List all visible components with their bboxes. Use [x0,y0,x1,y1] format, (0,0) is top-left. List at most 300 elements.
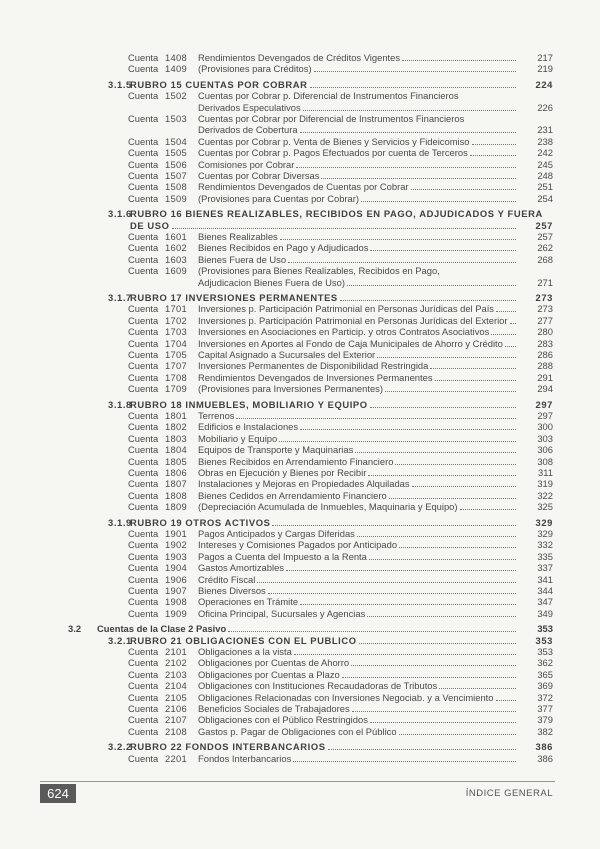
toc-line [0,181,600,193]
dot-leader [377,349,516,358]
running-title: ÍNDICE GENERAL [465,788,553,799]
dot-leader [228,623,516,632]
account-prefix: Cuenta [128,444,159,456]
entry-title-wrap [198,646,518,658]
dot-leader [411,181,516,190]
page-ref: 353 [537,646,553,657]
dot-leader [300,421,516,430]
dot-leader [496,303,516,312]
toc-line [0,326,600,338]
page-ref: 254 [537,192,553,204]
account-prefix: Cuenta [128,113,159,124]
page-ref: 344 [537,585,553,596]
entry-title: RUBRO 15 CUENTAS POR COBRAR [130,78,308,90]
toc-line [0,517,600,529]
entry-title: Crédito Fiscal [198,573,256,585]
toc-line [0,741,600,753]
page-ref: 268 [537,253,553,265]
account-code: 1409 [165,63,188,75]
account-prefix: Cuenta [128,242,159,254]
dot-leader [342,669,516,678]
entry-title: Pagos a Cuenta del Impuesto a la Renta [198,550,367,562]
dot-leader [321,170,516,179]
toc-line [0,315,600,327]
dot-leader [347,277,516,286]
account-prefix: Cuenta [128,303,159,315]
dot-leader [280,231,516,240]
entry-title: Mobiliario y Equipo [198,432,278,444]
entry-title: Capital Asignado a Sucursales del Exterior [198,349,376,360]
entry-title-wrap [198,726,518,738]
page-ref: 286 [537,349,553,360]
toc-line [0,220,600,232]
toc-line [0,383,600,395]
entry-title-wrap [198,383,518,395]
page-ref: 325 [537,501,553,513]
account-prefix: Cuenta [128,573,159,585]
dot-leader [472,136,517,145]
account-prefix: Cuenta [128,501,159,513]
toc-line [0,338,600,350]
entry-title: Cuentas por Cobrar p. Venta de Bienes y Servicios y Fideicomiso [198,135,470,147]
account-code: 1602 [165,242,188,254]
page-ref: 386 [537,752,553,764]
account-prefix: Cuenta [128,467,159,478]
page-ref: 245 [537,158,553,170]
dot-leader [300,124,516,133]
dot-leader [303,102,516,111]
account-code: 1702 [165,314,188,326]
toc-line [0,421,600,433]
account-code: 1806 [165,467,188,478]
account-code: 1509 [165,192,188,204]
entry-title: Inversiones Permanentes de Disponibilidad Restringida [198,360,429,372]
account-code: 1903 [165,550,188,562]
account-prefix: Cuenta [128,265,159,277]
page-ref: 303 [537,432,553,444]
account-prefix: Cuenta [128,90,159,102]
account-prefix: Cuenta [128,657,159,669]
account-prefix: Cuenta [128,135,159,147]
account-code: 1804 [165,444,188,456]
toc-line [0,646,600,658]
toc-line [0,63,600,75]
dot-leader [412,478,516,487]
dot-leader [357,528,516,537]
entry-title-wrap [198,349,518,361]
page-ref: 226 [537,101,553,113]
entry-title: Rendimientos Devengados de Inversiones Permanentes [198,371,433,383]
entry-title-wrap [198,372,518,384]
entry-title-wrap [198,124,518,136]
entry-title: Derivados de Cobertura [198,124,298,136]
entry-title: (Provisiones para Cuentas por Cobrar) [198,192,360,204]
toc-line [0,147,600,159]
toc-line [0,478,600,490]
account-prefix: Cuenta [128,607,159,619]
entry-title: RUBRO 18 INMUEBLES, MOBILIARIO Y EQUIPO [130,398,368,410]
dot-leader [351,657,516,666]
entry-title-wrap [198,231,518,243]
entry-title-wrap [130,208,543,220]
dot-leader [399,726,516,735]
dot-leader [389,490,516,499]
entry-title-wrap [130,399,518,411]
entry-title-wrap [130,741,518,753]
page-ref: 262 [537,242,553,254]
dot-leader [395,456,516,465]
page-ref: 311 [538,467,553,478]
toc-line [0,574,600,586]
toc-line [0,254,600,266]
dot-leader [460,501,516,510]
entry-title: Gastos p. Pagar de Obligaciones con el Público [198,725,397,737]
section-number: 3.2.2 [108,741,132,753]
page-ref: 319 [537,478,553,490]
page-ref: 283 [537,337,553,349]
toc-line [0,242,600,254]
entry-title-wrap [198,680,518,692]
page-ref: 280 [537,326,553,338]
dot-leader [293,753,516,762]
page-ref: 335 [537,550,553,562]
entry-title: Obligaciones por Cuentas de Ahorro [198,657,350,669]
page-ref: 369 [537,680,553,692]
entry-title-wrap [198,315,518,327]
account-prefix: Cuenta [128,383,159,395]
entry-title: (Depreciación Acumulada de Inmuebles, Maquinaria y Equipo) [198,501,458,513]
account-code: 2104 [165,680,188,692]
dot-leader [369,551,516,560]
entry-title: Bienes Recibidos en Arrendamiento Financiero [198,455,394,467]
toc-line [0,193,600,205]
dot-leader [370,242,516,251]
toc-line [0,501,600,513]
toc-line [0,79,600,91]
dot-leader [172,220,516,229]
entry-title: Fondos Interbancarios [198,752,292,764]
toc-line [0,703,600,715]
toc-line [0,669,600,681]
dot-leader [296,159,516,168]
account-code: 1408 [165,52,188,63]
account-code: 1907 [165,585,188,596]
toc-line [0,208,600,220]
account-code: 1704 [165,337,188,349]
toc-line [0,265,600,277]
entry-title-wrap [198,52,518,64]
page-ref: 337 [537,562,553,574]
entry-title: (Provisiones para Bienes Realizables, Recibidos en Pago, [198,265,440,277]
dot-leader [470,147,516,156]
page-ref: 242 [537,147,553,159]
account-prefix: Cuenta [128,231,159,242]
entry-title: RUBRO 17 INVERSIONES PERMANENTES [130,292,338,303]
account-prefix: Cuenta [128,410,159,421]
entry-title: DE USO [130,219,170,231]
dot-leader [300,596,516,605]
page-ref: 294 [537,383,553,395]
entry-title-wrap [97,623,518,635]
page-ref: 365 [537,668,553,680]
toc-line [0,585,600,597]
account-code: 1609 [165,265,188,277]
toc-line [0,539,600,551]
entry-title-wrap [198,277,518,289]
entry-title: Obligaciones con Instituciones Recaudadoras de Tributos [198,680,438,692]
section-number: 3.2.1 [108,634,132,646]
dot-leader [279,433,516,442]
account-code: 1505 [165,147,188,159]
toc-line [0,551,600,563]
entry-title-wrap [198,360,518,372]
toc-line [0,113,600,125]
toc-line [0,528,600,540]
toc-line [0,608,600,620]
section-number: 3.1.6 [108,208,132,220]
dot-leader [268,585,516,594]
entry-title-wrap [198,254,518,266]
entry-title: RUBRO 22 FONDOS INTERBANCARIOS [130,741,326,753]
account-code: 1703 [165,326,188,338]
account-code: 1701 [165,303,188,315]
account-code: 2106 [165,703,188,714]
entry-title: Intereses y Comisiones Pagados por Anticipado [198,539,398,551]
page-ref: 231 [537,124,553,136]
section-number: 3.1.8 [108,398,132,410]
entry-title: Cuentas por Cobrar p. Diferencial de Instrumentos Financieros [198,90,459,102]
entry-title-wrap [198,490,518,502]
page-ref: 386 [535,741,553,753]
entry-title: Instalaciones y Mejoras en Propiedades Alquiladas [198,478,410,490]
entry-title-wrap [130,635,518,647]
toc-line [0,231,600,243]
account-prefix: Cuenta [128,585,159,596]
dot-leader [355,444,516,453]
toc-line [0,159,600,171]
entry-title: Bienes Diversos [198,585,266,596]
entry-title-wrap [198,714,518,726]
entry-title-wrap [130,79,518,91]
page-ref: 322 [537,489,553,501]
page-ref: 362 [537,657,553,669]
dot-leader [340,292,516,301]
entry-title-wrap [198,478,518,490]
toc-line [0,90,600,102]
account-code: 1504 [165,135,188,147]
account-code: 2102 [165,657,188,669]
entry-title: Operaciones en Trámite [198,596,299,608]
account-prefix: Cuenta [128,714,159,726]
account-prefix: Cuenta [128,691,159,703]
entry-title: RUBRO 21 OBLIGACIONES CON EL PUBLICO [130,634,357,646]
dot-leader [314,63,516,72]
toc-line [0,444,600,456]
dot-leader [370,714,516,723]
dot-leader [368,467,516,476]
footer-divider [40,781,555,782]
account-prefix: Cuenta [128,646,159,657]
account-prefix: Cuenta [128,192,159,204]
account-code: 1902 [165,539,188,551]
section-number: 3.1.7 [108,292,132,303]
toc-line [0,623,600,635]
page-ref: 377 [537,703,553,714]
account-prefix: Cuenta [128,63,159,75]
toc-line [0,277,600,289]
entry-title-wrap [198,608,518,620]
toc-line [0,657,600,669]
entry-title: Derivados Especulativos [198,101,301,113]
account-prefix: Cuenta [128,158,159,170]
account-prefix: Cuenta [128,596,159,608]
toc-line [0,692,600,704]
account-prefix: Cuenta [128,360,159,372]
account-prefix: Cuenta [128,147,159,159]
page-ref: 379 [537,714,553,726]
entry-title-wrap [198,63,518,75]
entry-title-wrap [130,220,518,232]
account-prefix: Cuenta [128,432,159,444]
account-prefix: Cuenta [128,253,159,265]
entry-title-wrap [198,528,518,540]
dot-leader [430,360,516,369]
account-prefix: Cuenta [128,349,159,360]
account-prefix: Cuenta [128,326,159,338]
dot-leader [496,692,517,701]
account-code: 1909 [165,607,188,619]
dot-leader [352,703,516,712]
entry-title: Cuentas por Cobrar por Diferencial de Instrumentos Financieros [198,113,465,124]
page-ref: 353 [537,623,553,635]
account-code: 1601 [165,231,188,242]
entry-title-wrap [198,467,518,479]
entry-title: RUBRO 16 BIENES REALIZABLES, RECIBIDOS EN PAGO, ADJUDICADOS Y FUERA [130,208,543,220]
entry-title: Oficina Principal, Sucursales y Agencias [198,607,366,619]
entry-title-wrap [198,657,518,669]
account-code: 1603 [165,253,188,265]
account-code: 1802 [165,421,188,433]
entry-title: Inversiones en Aportes al Fondo de Caja Municipales de Ahorro y Crédito [198,337,503,349]
entry-title-wrap [198,170,518,182]
entry-title-wrap [198,90,459,102]
toc-line [0,456,600,468]
toc-line [0,467,600,479]
entry-title-wrap [198,753,518,765]
page-ref: 238 [537,135,553,147]
toc-line [0,372,600,384]
toc-line [0,303,600,315]
toc-line [0,680,600,692]
toc-line [0,410,600,422]
entry-title-wrap [198,692,518,704]
page-ref: 372 [537,691,553,703]
entry-title-wrap [198,669,518,681]
entry-title-wrap [198,410,518,422]
toc-line [0,124,600,136]
entry-title: Inversiones p. Participación Patrimonial en Personas Jurídicas del País [198,303,494,315]
account-prefix: Cuenta [128,181,159,193]
account-code: 1908 [165,596,188,608]
page-ref: 257 [535,219,553,231]
entry-title: Inversiones en Asociaciones en Particip. y otros Contratos Asociativos [198,326,490,338]
entry-title-wrap [198,562,518,574]
page-ref: 353 [535,634,553,646]
toc-line [0,596,600,608]
account-prefix: Cuenta [128,371,159,383]
dot-leader [402,52,516,61]
toc-line [0,170,600,182]
account-code: 1904 [165,562,188,574]
page-ref: 273 [537,303,553,315]
entry-title-wrap [198,501,518,513]
entry-title-wrap [130,292,518,304]
toc-line [0,136,600,148]
entry-title-wrap [198,113,464,125]
page-ref: 291 [537,371,553,383]
page-ref: 297 [535,398,553,410]
toc-line [0,490,600,502]
account-prefix: Cuenta [128,314,159,326]
account-prefix: Cuenta [128,550,159,562]
dot-leader [257,574,516,583]
entry-title-wrap [198,596,518,608]
account-code: 1507 [165,170,188,181]
entry-title-wrap [198,136,518,148]
entry-title: Cuentas por Cobrar Diversas [198,170,320,181]
toc-line [0,753,600,765]
entry-title: Equipos de Transporte y Maquinarias [198,444,354,456]
entry-title: Cuentas de la Clase 2 Pasivo [97,623,227,635]
entry-title: Obras en Ejecución y Bienes por Recibir [198,467,367,478]
entry-title-wrap [130,517,518,529]
section-number: 3.1.9 [108,516,132,528]
page-ref: 329 [535,516,553,528]
entry-title-wrap [198,102,518,114]
entry-title: Terrenos [198,410,235,421]
account-prefix: Cuenta [128,680,159,692]
entry-title-wrap [198,326,518,338]
page-ref: 248 [537,170,553,181]
page-ref: 308 [537,455,553,467]
dot-leader [361,193,516,202]
entry-title: Bienes Cedidos en Arrendamiento Financiero [198,489,387,501]
entry-title: Gastos Amortizables [198,562,284,574]
dot-leader [294,646,516,655]
dot-leader [272,517,516,526]
account-code: 2101 [165,646,188,657]
entry-title: Obligaciones a la vista [198,646,292,657]
dot-leader [510,315,516,324]
dot-leader [385,383,516,392]
entry-title: Obligaciones Relacionadas con Inversiones Negociab. y a Vencimiento [198,691,494,703]
account-code: 1808 [165,489,188,501]
entry-title: Comisiones por Cobrar [198,158,295,170]
entry-title: (Provisiones para Créditos) [198,63,312,75]
account-prefix: Cuenta [128,337,159,349]
entry-title-wrap [198,574,518,586]
page-ref: 306 [537,444,553,456]
entry-title-wrap [198,159,518,171]
entry-title-wrap [198,147,518,159]
page-ref: 219 [537,63,553,75]
toc-line [0,635,600,647]
account-code: 1709 [165,383,188,395]
account-code: 1807 [165,478,188,490]
entry-title-wrap [198,193,518,205]
account-prefix: Cuenta [128,539,159,551]
entry-title: Beneficios Sociales de Trabajadores [198,703,350,714]
